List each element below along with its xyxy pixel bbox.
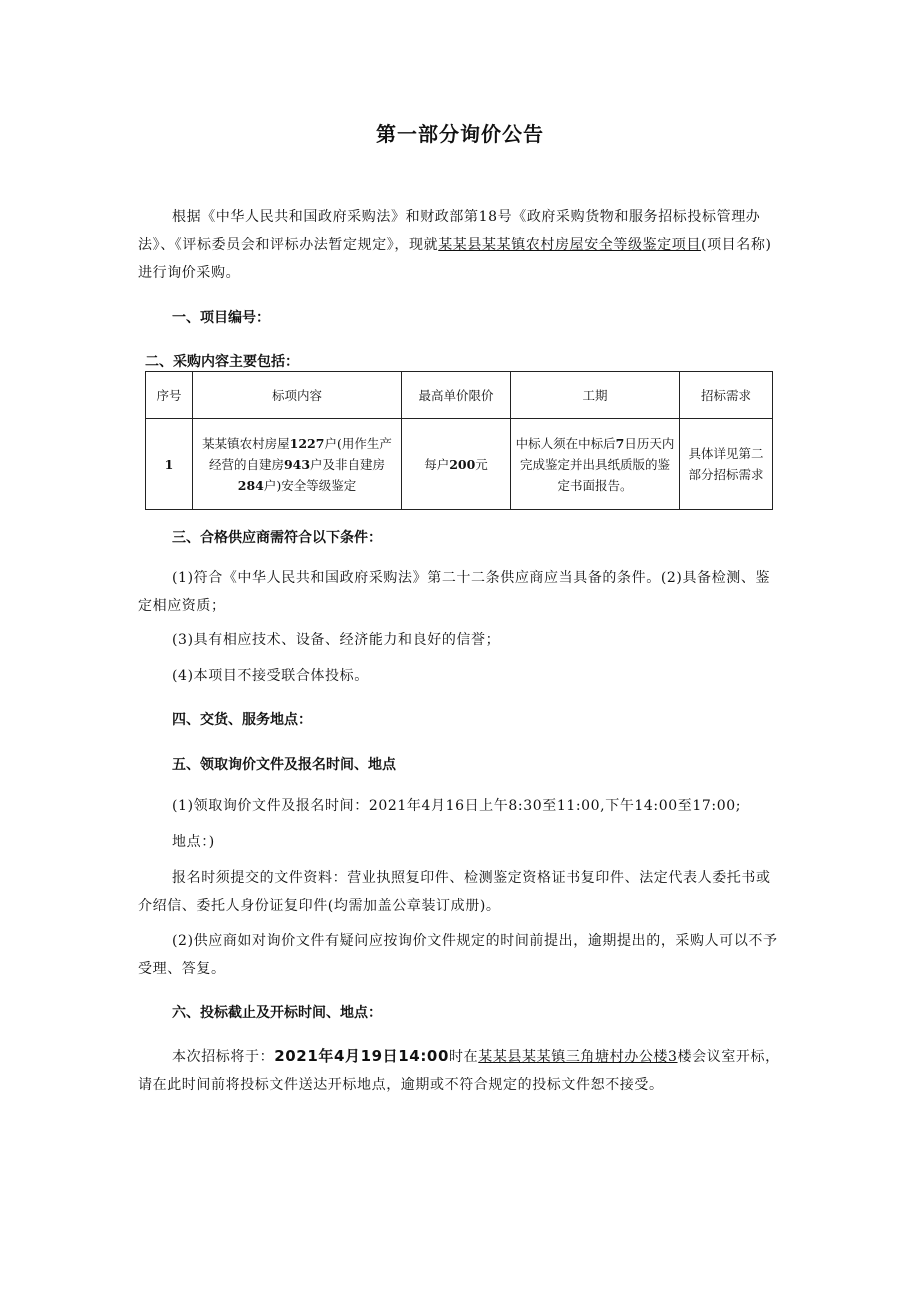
page-title: 第一部分询价公告: [376, 122, 544, 146]
intro-text: 根据《中华人民共和国政府采购法》和财政部第18号《政府采购货物和服务招标投标管理办法》、《评标委员会和评标办法暂定规定》，现就: [138, 209, 761, 253]
header-period: 工期: [511, 372, 680, 419]
condition-1: (1)符合《中华人民共和国政府采购法》第二十二条供应商应当具备的条件。(2)具备检测、鉴定相应资质；: [138, 570, 771, 614]
section-heading-1: 一、项目编号：: [172, 310, 270, 326]
section-heading-4: 四、交货、服务地点：: [172, 712, 312, 728]
header-content: 标项内容: [193, 372, 402, 419]
table-row: [146, 419, 773, 510]
section-heading-5: 五、领取询价文件及报名时间、地点: [172, 757, 396, 773]
cell-price: 每户200元: [402, 419, 511, 510]
cell-demand: 具体详见第二部分招标需求: [680, 419, 773, 510]
cell-content: 某某镇农村房屋1227户(用作生产经营的自建房943户及非自建房284户)安全等级鉴定: [193, 419, 402, 510]
header-no: 序号: [146, 372, 193, 419]
signup-query: (2)供应商如对询价文件有疑问应按询价文件规定的时间前提出，逾期提出的，采购人可以不予受理、答复。: [138, 933, 778, 977]
section-heading-2: 二、采购内容主要包括：: [145, 354, 299, 370]
deadline-place: 某某县某某镇三角塘村办公楼3: [478, 1049, 678, 1065]
intro-tail: (项目名称)进行询价采购。: [138, 237, 772, 281]
table-header-row: [146, 372, 773, 419]
deadline-datetime: 2021年4月19日14:00: [274, 1047, 450, 1065]
section-heading-3: 三、合格供应商需符合以下条件：: [172, 530, 382, 546]
signup-docs: 报名时须提交的文件资料：营业执照复印件、检测鉴定资格证书复印件、法定代表人委托书或介绍信、委托人身份证复印件(均需加盖公章装订成册)。: [138, 870, 771, 914]
deadline-paragraph: 本次招标将于：2021年4月19日14:00时在某某县某某镇三角塘村办公楼3楼会议室开标，请在此时间前将投标文件送达开标地点，逾期或不符合规定的投标文件恕不接受。: [138, 1047, 780, 1093]
intro-paragraph: [138, 203, 784, 287]
procurement-table: [145, 371, 773, 510]
condition-4: (4)本项目不接受联合体投标。: [172, 668, 369, 684]
section-heading-6: 六、投标截止及开标时间、地点：: [172, 1005, 382, 1021]
project-name: 某某县某某镇农村房屋安全等级鉴定项目: [438, 237, 702, 253]
signup-place: 地点：): [172, 834, 215, 850]
cell-no: 1: [146, 419, 193, 510]
header-price: 最高单价限价: [402, 372, 511, 419]
cell-period: 中标人须在中标后7日历天内完成鉴定并出具纸质版的鉴定书面报告。: [511, 419, 680, 510]
header-demand: 招标需求: [680, 372, 773, 419]
condition-3: (3)具有相应技术、设备、经济能力和良好的信誉；: [172, 632, 501, 648]
signup-time: (1)领取询价文件及报名时间：2021年4月16日上午8:30至11:00,下午14:00至17:00;: [172, 798, 742, 814]
